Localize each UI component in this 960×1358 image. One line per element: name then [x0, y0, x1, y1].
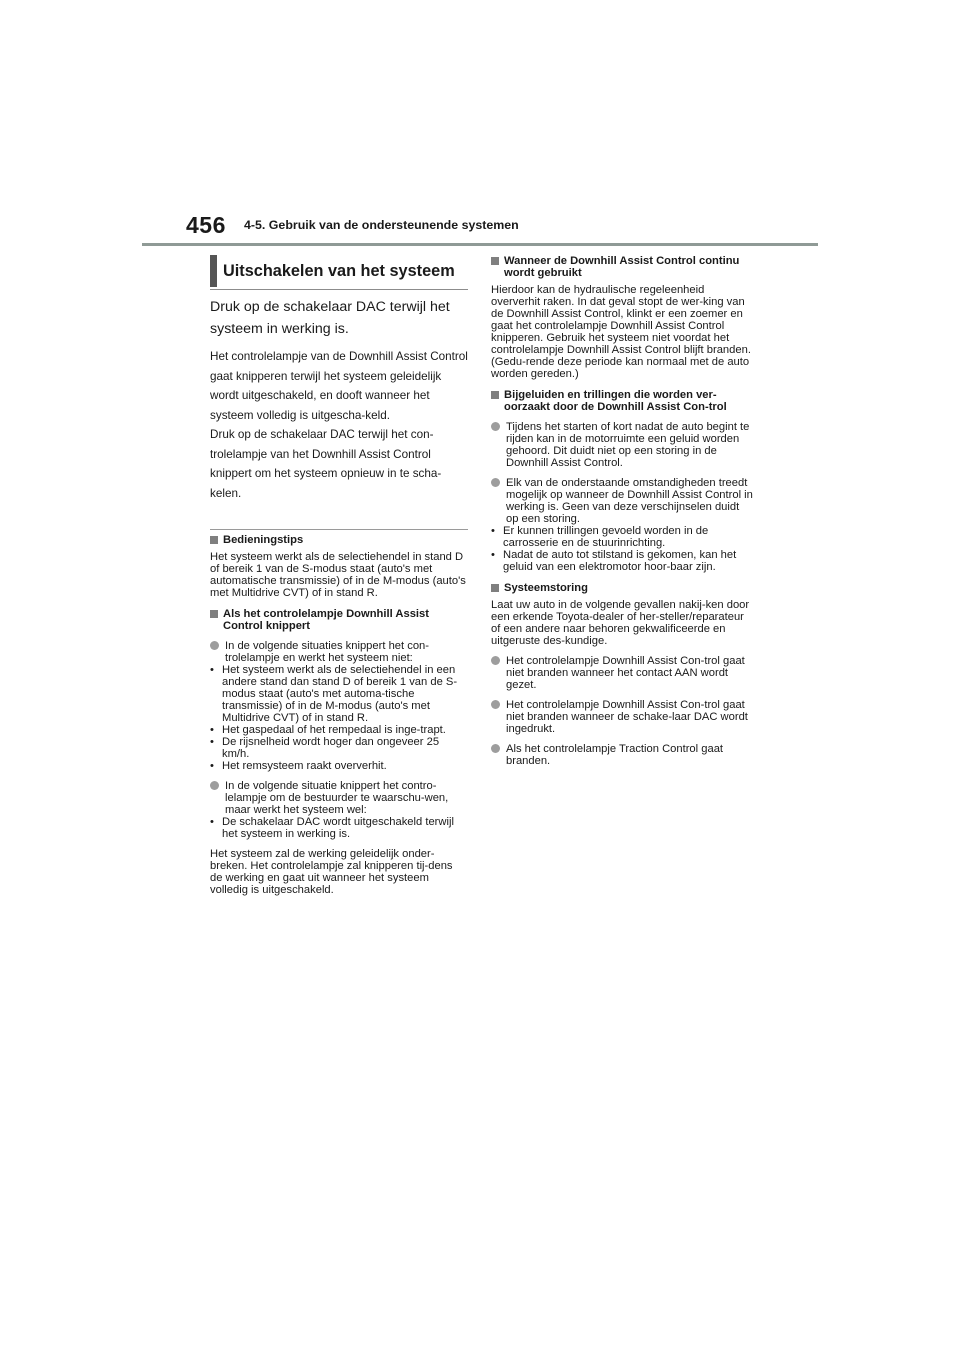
- square-bullet-icon: [210, 610, 218, 618]
- circle-bullet-icon: [491, 656, 500, 665]
- list-item-text: De schakelaar DAC wordt uitgeschakeld terwijl het systeem in werking is.: [222, 816, 454, 840]
- list-item: • Nadat de auto tot stilstand is gekomen, kan het geluid van een elektromotor hoor-baar zijn.: [491, 549, 753, 573]
- list-item: • Het remsysteem raakt oververhit.: [210, 760, 468, 772]
- list-item-text: Er kunnen trillingen gevoeld worden in de carrosserie en de stuurinrichting.: [503, 525, 709, 549]
- fault-circle-text-3: Als het controlelampje Traction Control gaat branden.: [506, 743, 724, 767]
- square-bullet-icon: [491, 391, 499, 399]
- circle-bullet-icon: [210, 781, 219, 790]
- circle-bullet-icon: [210, 641, 219, 650]
- fault-paragraph: Laat uw auto in de volgende gevallen nakij-ken door een erkende Toyota-dealer of her-steller/reparateur of een andere naar behoren gekwalificeerde en uitgeruste des-kundige.: [491, 599, 750, 647]
- section-path: 4-5. Gebruik van de ondersteunende systemen: [244, 218, 519, 232]
- circle-bullet-icon: [491, 700, 500, 709]
- header-rule: [142, 243, 818, 246]
- section-title: [210, 255, 468, 287]
- notes-divider: [210, 529, 468, 530]
- square-bullet-icon: [491, 584, 499, 592]
- list-item-text: De rijsnelheid wordt hoger dan ongeveer 25 km/h.: [222, 736, 440, 760]
- blink-circle-item-1: [210, 640, 468, 664]
- fault-circle-item-1: [491, 655, 753, 691]
- list-item-text: Het systeem werkt als de selectiehendel in een andere stand dan stand D of bereik 1 van de S-modus staat (auto's met automa-tische transmissie) of in de M-modus (auto's met Multidrive CVT) of in stand R.: [222, 664, 458, 724]
- list-item: • Het systeem werkt als de selectiehendel in een andere stand dan stand D of bereik 1 van de S-modus staat (auto's met automa-tische transmissie) of in de M-modus (auto's met Multidrive CVT) of in stand R.: [210, 664, 468, 724]
- blink-heading-label: Als het controlelampje Downhill Assist Control knippert: [223, 608, 429, 632]
- tips-paragraph: Het systeem werkt als de selectiehendel in stand D of bereik 1 van de S-modus staat (auto's met automatische transmissie) of in de M-modus (auto's met Multidrive CVT) of in stand R.: [210, 551, 466, 599]
- fault-heading-label: Systeemstoring: [504, 582, 588, 594]
- continuous-heading-label: Wanneer de Downhill Assist Control continu wordt gebruikt: [504, 255, 740, 279]
- list-item-text: Het gaspedaal of het rempedaal is inge-trapt.: [222, 724, 446, 736]
- list-item: • Het gaspedaal of het rempedaal is inge-trapt.: [210, 724, 468, 736]
- continuous-heading: [491, 255, 753, 279]
- blink-circle-text-2: In de volgende situatie knippert het contro-lelampje om de bestuurder te waarschu-wen, maar werkt het systeem wel:: [225, 780, 449, 816]
- noise-heading: [491, 389, 753, 413]
- list-item: • De rijsnelheid wordt hoger dan ongeveer 25 km/h.: [210, 736, 468, 760]
- list-item: • De schakelaar DAC wordt uitgeschakeld terwijl het systeem in werking is.: [210, 816, 468, 840]
- circle-bullet-icon: [491, 478, 500, 487]
- square-bullet-icon: [491, 257, 499, 265]
- blink-circle-item-2: [210, 780, 468, 816]
- fault-circle-item-3: [491, 743, 753, 767]
- noise-circle-text-2: Elk van de onderstaande omstandigheden treedt mogelijk op wanneer de Downhill Assist Control in werking is. Geen van deze verschijnselen duidt op een storing.: [506, 477, 753, 525]
- intro-paragraph-1: Het controlelampje van de Downhill Assist Control gaat knipperen terwijl het systeem geleidelijk wordt uitgeschakeld, en dooft wanneer het systeem volledig is uitgescha-keld.: [210, 350, 468, 422]
- blink-circle-text-1: In de volgende situaties knippert het con-trolelampje en werkt het systeem niet:: [225, 640, 429, 664]
- noise-circle-text-1: Tijdens het starten of kort nadat de auto begint te rijden kan in de motorruimte een geluid worden gehoord. Dit duidt niet op een storing in de Downhill Assist Control.: [506, 421, 750, 469]
- noise-circle-item-1: [491, 421, 753, 469]
- lead-instruction: Druk op de schakelaar DAC terwijl het systeem in werking is.: [210, 299, 450, 337]
- list-item: • Er kunnen trillingen gevoeld worden in de carrosserie en de stuurinrichting.: [491, 525, 753, 549]
- section-title-text: Uitschakelen van het systeem: [223, 261, 455, 280]
- list-item-text: Het remsysteem raakt oververhit.: [222, 760, 387, 772]
- circle-bullet-icon: [491, 422, 500, 431]
- page-number: 456: [186, 212, 226, 238]
- square-bullet-icon: [210, 536, 218, 544]
- fault-heading: [491, 582, 753, 594]
- tips-heading: [210, 534, 468, 546]
- blink-heading: [210, 608, 468, 632]
- circle-bullet-icon: [491, 744, 500, 753]
- continuous-paragraph: Hierdoor kan de hydraulische regeleenheid oververhit raken. In dat geval stopt de wer-king van de Downhill Assist Control, klinkt er een zoemer en gaat het controlelampje Downhill Assist Control knipperen. Gebruik het systeem niet voordat het controlelampje Downhill Assist Control blijft branden. (Gedu-rende deze periode kan normaal met de auto worden gereden.): [491, 284, 751, 380]
- list-item-text: Nadat de auto tot stilstand is gekomen, kan het geluid van een elektromotor hoor-baar zijn.: [503, 549, 737, 573]
- right-column: [491, 255, 753, 767]
- noise-circle-item-2: [491, 477, 753, 525]
- fault-circle-text-1: Het controlelampje Downhill Assist Con-trol gaat niet branden wanneer het contact AAN wordt gezet.: [506, 655, 745, 691]
- fault-circle-text-2: Het controlelampje Downhill Assist Con-trol gaat niet branden wanneer de schake-laar DAC wordt ingedrukt.: [506, 699, 748, 735]
- left-column: [210, 255, 468, 896]
- intro-paragraph-2: Druk op de schakelaar DAC terwijl het con-trolelampje van het Downhill Assist Control knippert om het systeem opnieuw in te scha-kelen.: [210, 428, 442, 500]
- noise-heading-label: Bijgeluiden en trillingen die worden ver-oorzaakt door de Downhill Assist Con-trol: [504, 389, 727, 413]
- tips-heading-label: Bedieningstips: [223, 534, 304, 546]
- blink-closing-paragraph: Het systeem zal de werking geleidelijk onder-breken. Het controlelampje zal knipperen tij-dens de werking en gaat uit wanneer het systeem volledig is uitgeschakeld.: [210, 848, 453, 896]
- fault-circle-item-2: [491, 699, 753, 735]
- section-title-rule: [210, 289, 468, 290]
